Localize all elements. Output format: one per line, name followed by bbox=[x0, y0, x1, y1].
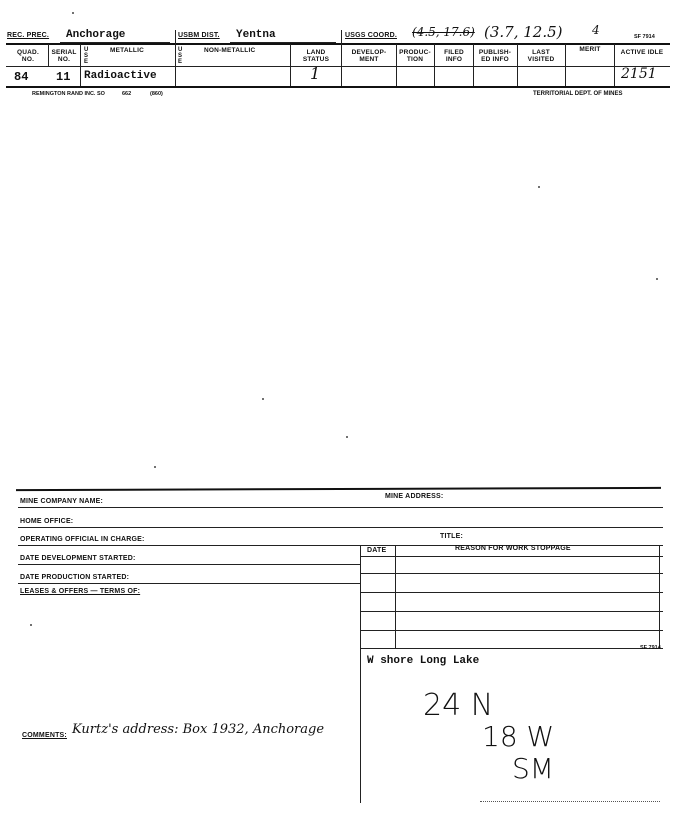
speck bbox=[72, 12, 74, 14]
speck bbox=[262, 398, 264, 400]
production-header: PRODUC- TION bbox=[399, 49, 431, 63]
last-visited-header: LAST VISITED bbox=[527, 49, 555, 63]
usbm-dist-label: USBM DIST. bbox=[178, 32, 220, 39]
land-status-header: LAND STATUS bbox=[302, 49, 330, 63]
mine-address-label: MINE ADDRESS: bbox=[385, 493, 444, 500]
serial-no-header: SERIAL NO. bbox=[51, 49, 77, 63]
printer-imprint: REMINGTON RAND INC. SO bbox=[32, 91, 105, 97]
top-form-number: SF 7914 bbox=[634, 34, 655, 40]
stoppage-reason-header: REASON FOR WORK STOPPAGE bbox=[455, 545, 571, 552]
usgs-coord-label: USGS COORD. bbox=[345, 32, 397, 39]
printer-code-2: (860) bbox=[150, 91, 163, 97]
stoppage-date-header: DATE bbox=[367, 547, 387, 554]
merit-header: MERIT bbox=[579, 46, 601, 53]
department-imprint: TERRITORIAL DEPT. OF MINES bbox=[533, 91, 623, 97]
metallic-header: METALLIC bbox=[110, 47, 144, 54]
active-idle-value: 2151 bbox=[621, 66, 657, 82]
operating-official-label: OPERATING OFFICIAL IN CHARGE: bbox=[20, 536, 145, 543]
usgs-coord-value: (3.7, 12.5) bbox=[484, 23, 563, 41]
date-production-label: DATE PRODUCTION STARTED: bbox=[20, 574, 130, 581]
active-idle-header: ACTIVE IDLE bbox=[620, 49, 664, 56]
filed-info-header: FILED INFO bbox=[444, 49, 464, 63]
title-label: TITLE: bbox=[440, 533, 463, 540]
use-letters-metallic: U S E bbox=[84, 47, 89, 65]
quad-no-header: QUAD. NO. bbox=[17, 49, 39, 63]
metallic-value: Radioactive bbox=[84, 70, 157, 82]
usgs-coord-struck: (4.5, 17.6) bbox=[412, 25, 475, 39]
bottom-form-number: SF 7914 bbox=[640, 645, 661, 651]
usgs-coord-extra: 4 bbox=[592, 23, 600, 37]
location-township: 24 N bbox=[423, 688, 494, 723]
rec-prec-value: Anchorage bbox=[66, 29, 126, 41]
speck bbox=[538, 186, 540, 188]
land-status-value: 1 bbox=[310, 64, 321, 83]
location-range: 18 W bbox=[482, 720, 555, 753]
quad-no-value: 84 bbox=[14, 70, 29, 84]
speck bbox=[154, 466, 156, 468]
location-meridian: SM bbox=[512, 752, 554, 785]
published-info-header: PUBLISH- ED INFO bbox=[478, 49, 512, 63]
usbm-dist-value: Yentna bbox=[236, 29, 276, 41]
speck bbox=[346, 436, 348, 438]
speck bbox=[656, 278, 658, 280]
home-office-label: HOME OFFICE: bbox=[20, 518, 74, 525]
speck bbox=[30, 624, 32, 626]
comments-value: Kurtz's address: Box 1932, Anchorage bbox=[72, 722, 325, 737]
use-letters-nonmetallic: U S E bbox=[178, 47, 183, 65]
location-typed: W shore Long Lake bbox=[367, 655, 480, 667]
date-development-label: DATE DEVELOPMENT STARTED: bbox=[20, 555, 136, 562]
serial-no-value: 11 bbox=[56, 70, 71, 84]
printer-code: 662 bbox=[122, 91, 132, 97]
mine-company-label: MINE COMPANY NAME: bbox=[20, 498, 104, 505]
comments-label: COMMENTS: bbox=[22, 732, 67, 739]
leases-offers-label: LEASES & OFFERS — TERMS OF: bbox=[20, 588, 141, 595]
non-metallic-header: NON-METALLIC bbox=[204, 47, 256, 54]
development-header: DEVELOP- MENT bbox=[351, 49, 387, 63]
rec-prec-label: REC. PREC. bbox=[7, 32, 50, 39]
